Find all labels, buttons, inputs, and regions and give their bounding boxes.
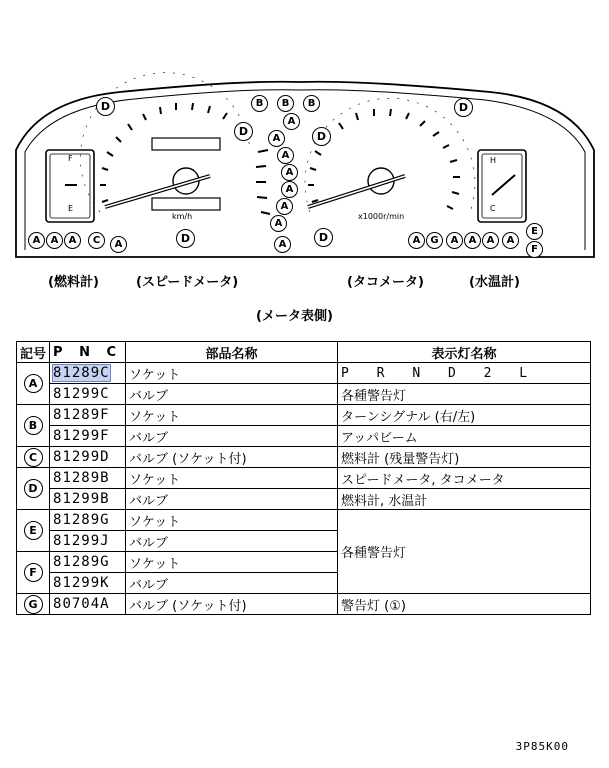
callout-b: B <box>251 95 268 112</box>
part-name: バルブ <box>126 573 338 594</box>
symbol-e: E <box>24 521 43 540</box>
temp-cold-mark: C <box>490 204 496 213</box>
symbol-c: C <box>24 448 43 467</box>
table-row <box>17 510 591 531</box>
label-tachometer: (タコメータ) <box>347 275 424 290</box>
pnc-cell[interactable]: 81299C <box>50 384 126 405</box>
part-name: ソケット <box>126 552 338 573</box>
lamp-name: P R N D 2 L <box>338 363 591 384</box>
label-fuel-gauge: (燃料計) <box>48 275 99 290</box>
part-name: バルブ <box>126 426 338 447</box>
header-part-name: 部品名称 <box>126 342 338 363</box>
table-row <box>17 489 591 510</box>
symbol-d: D <box>24 479 43 498</box>
part-name: バルブ <box>126 531 338 552</box>
temp-hot-mark: H <box>490 156 497 165</box>
callout-a: A <box>482 232 499 249</box>
part-name: ソケット <box>126 363 338 384</box>
callout-d: D <box>96 97 115 116</box>
callout-a: A <box>110 236 127 253</box>
header-pnc: P N C <box>50 342 126 363</box>
part-name: バルブ (ソケット付) <box>126 447 338 468</box>
part-name: バルブ <box>126 384 338 405</box>
pnc-cell[interactable]: 81299D <box>50 447 126 468</box>
parts-table <box>16 341 591 615</box>
callout-a: A <box>28 232 45 249</box>
pnc-cell[interactable]: 81299F <box>50 426 126 447</box>
callout-a: A <box>274 236 291 253</box>
pnc-cell[interactable]: 81289B <box>50 468 126 489</box>
symbol-g: G <box>24 595 43 614</box>
table-row <box>17 384 591 405</box>
fuel-empty-mark: E <box>68 204 74 213</box>
pnc-cell[interactable]: 81299K <box>50 573 126 594</box>
table-row <box>17 426 591 447</box>
callout-e: E <box>526 223 543 240</box>
callout-a: A <box>283 113 300 130</box>
lamp-name: アッパビーム <box>338 426 591 447</box>
callout-a: A <box>281 181 298 198</box>
symbol-a: A <box>24 374 43 393</box>
part-name: ソケット <box>126 405 338 426</box>
callout-a: A <box>277 147 294 164</box>
callout-d: D <box>314 228 333 247</box>
header-symbol: 記号 <box>17 342 50 363</box>
part-name: ソケット <box>126 468 338 489</box>
callout-d: D <box>176 229 195 248</box>
diagram-caption: (メータ表側) <box>256 309 333 324</box>
callout-d: D <box>312 127 331 146</box>
callout-a: A <box>446 232 463 249</box>
callout-d: D <box>454 98 473 117</box>
symbol-f: F <box>24 563 43 582</box>
table-row <box>17 405 591 426</box>
speed-unit: km/h <box>172 212 193 221</box>
symbol-b: B <box>24 416 43 435</box>
callout-a: A <box>464 232 481 249</box>
callout-a: A <box>268 130 285 147</box>
pnc-cell[interactable]: 81289G <box>50 510 126 531</box>
callout-c: C <box>88 232 105 249</box>
table-row <box>17 594 591 615</box>
table-row <box>17 468 591 489</box>
part-name: バルブ (ソケット付) <box>126 594 338 615</box>
pnc-cell[interactable]: 81299B <box>50 489 126 510</box>
callout-f: F <box>526 241 543 258</box>
callout-a: A <box>64 232 81 249</box>
label-water-temp: (水温計) <box>469 275 520 290</box>
part-name: ソケット <box>126 510 338 531</box>
callout-a: A <box>276 198 293 215</box>
callout-a: A <box>46 232 63 249</box>
pnc-cell[interactable]: 81299J <box>50 531 126 552</box>
pnc-cell[interactable]: 81289G <box>50 552 126 573</box>
pnc-cell[interactable]: 81289F <box>50 405 126 426</box>
lamp-name: 燃料計, 水温計 <box>338 489 591 510</box>
lamp-name: 燃料計 (残量警告灯) <box>338 447 591 468</box>
pnc-cell[interactable]: 80704A <box>50 594 126 615</box>
lamp-name: 警告灯 (①) <box>338 594 591 615</box>
part-name: バルブ <box>126 489 338 510</box>
document-code: 3P85K00 <box>515 740 569 753</box>
table-row <box>17 447 591 468</box>
callout-a: A <box>502 232 519 249</box>
table-row <box>17 363 591 384</box>
meter-diagram <box>0 0 609 340</box>
fuel-full-mark: F <box>68 154 73 163</box>
tacho-unit: x1000r/min <box>358 212 405 221</box>
header-lamp-name: 表示灯名称 <box>338 342 591 363</box>
callout-b: B <box>303 95 320 112</box>
label-speedometer: (スピードメータ) <box>136 275 239 290</box>
table-header-row <box>17 342 591 363</box>
callout-a: A <box>408 232 425 249</box>
lamp-name: ターンシグナル (右/左) <box>338 405 591 426</box>
pnc-cell-selected[interactable]: 81289C <box>53 365 110 381</box>
lamp-name: 各種警告灯 <box>338 384 591 405</box>
cluster-illustration <box>0 0 609 300</box>
lamp-name: 各種警告灯 <box>338 510 591 594</box>
callout-a: A <box>281 164 298 181</box>
callout-b: B <box>277 95 294 112</box>
callout-g: G <box>426 232 443 249</box>
callout-d: D <box>234 122 253 141</box>
callout-a: A <box>270 215 287 232</box>
lamp-name: スピードメータ, タコメータ <box>338 468 591 489</box>
